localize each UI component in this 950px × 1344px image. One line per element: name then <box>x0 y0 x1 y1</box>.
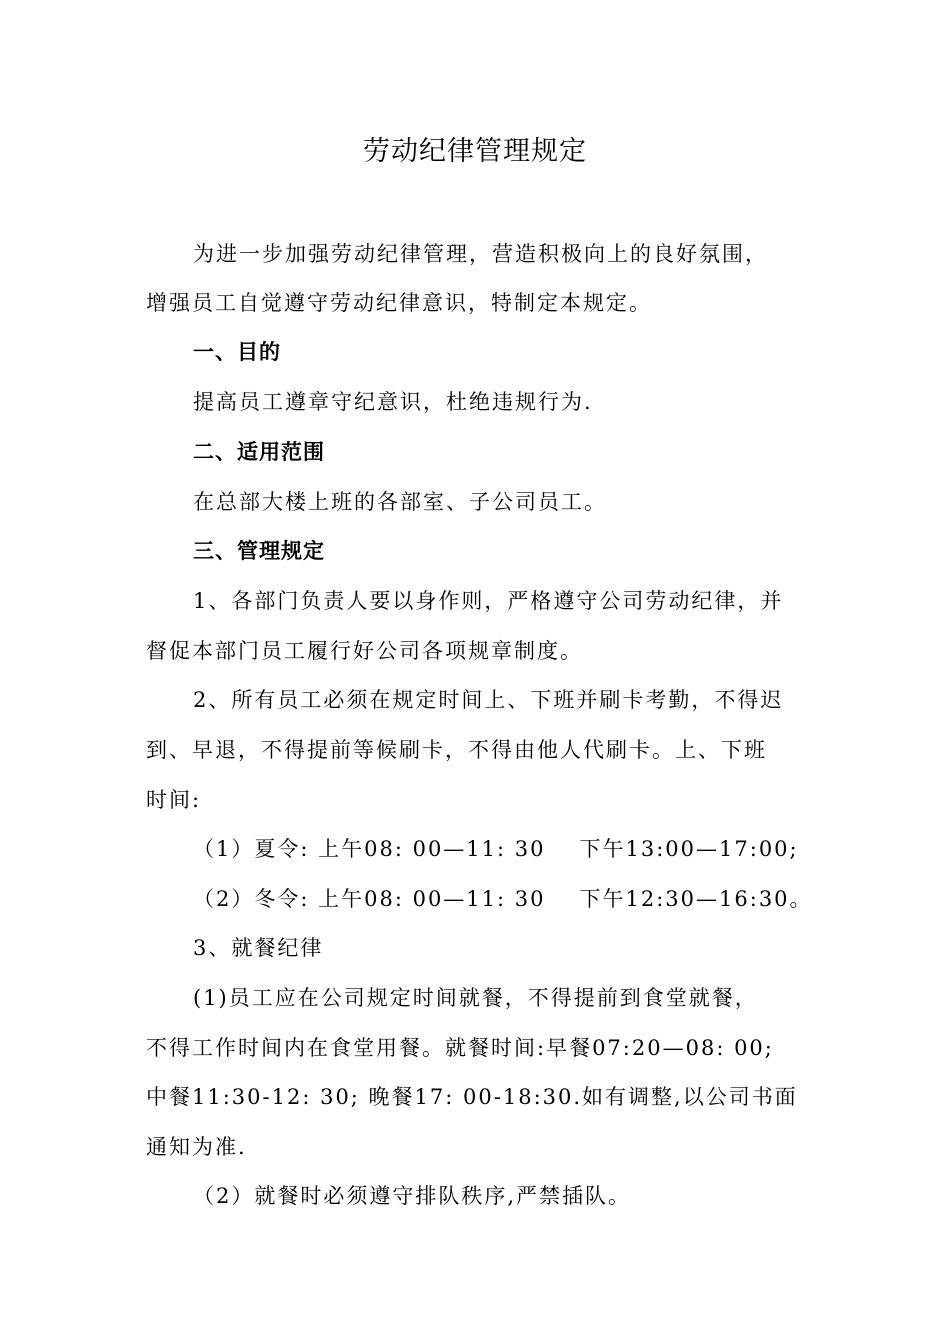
item-1-line-1: 1、各部门负责人要以身作则，严格遵守公司劳动纪律，并 <box>193 589 784 613</box>
item-2-line-2: 到、早退，不得提前等候刷卡，不得由他人代刷卡。上、下班 <box>146 738 767 762</box>
section-2-text: 在总部大楼上班的各部室、子公司员工。 <box>193 490 607 514</box>
item-3-heading: 3、就餐纪律 <box>193 936 324 960</box>
section-1-text: 提高员工遵章守纪意识，杜绝违规行为. <box>193 390 593 414</box>
item-3-p2: （2）就餐时必须遵守排队秩序,严禁插队。 <box>193 1184 632 1208</box>
section-1-heading: 一、目的 <box>193 340 281 364</box>
summer-afternoon-hours: 下午13:00—17:00; <box>579 837 799 861</box>
item-3-p1-line-2: 不得工作时间内在食堂用餐。就餐时间:早餐07:20—08: 00; <box>146 1036 774 1060</box>
section-3-heading: 三、管理规定 <box>193 539 325 563</box>
item-1-line-2: 督促本部门员工履行好公司各项规章制度。 <box>146 639 583 663</box>
item-2-line-3: 时间: <box>146 788 202 812</box>
item-3-p1-line-3: 中餐11:30-12: 30; 晚餐17: 00-18:30.如有调整,以公司书面 <box>146 1085 798 1109</box>
winter-afternoon-hours: 下午12:30—16:30。 <box>579 887 813 911</box>
intro-line-2: 增强员工自觉遵守劳动纪律意识，特制定本规定。 <box>146 291 652 315</box>
item-3-p1-line-4: 通知为准. <box>146 1135 247 1159</box>
winter-morning-hours: （2）冬令: 上午08: 00—11: 30 <box>193 887 546 911</box>
summer-schedule <box>193 831 799 867</box>
intro-line-1: 为进一步加强劳动纪律管理，营造积极向上的良好氛围， <box>193 242 768 266</box>
section-2-heading: 二、适用范围 <box>193 440 325 464</box>
winter-schedule <box>193 881 813 917</box>
item-2-line-1: 2、所有员工必须在规定时间上、下班并刷卡考勤，不得迟 <box>193 688 784 712</box>
summer-morning-hours: （1）夏令: 上午08: 00—11: 30 <box>193 837 546 861</box>
item-3-p1-line-1: (1)员工应在公司规定时间就餐，不得提前到食堂就餐， <box>193 986 758 1010</box>
document-title: 劳动纪律管理规定 <box>363 136 587 167</box>
